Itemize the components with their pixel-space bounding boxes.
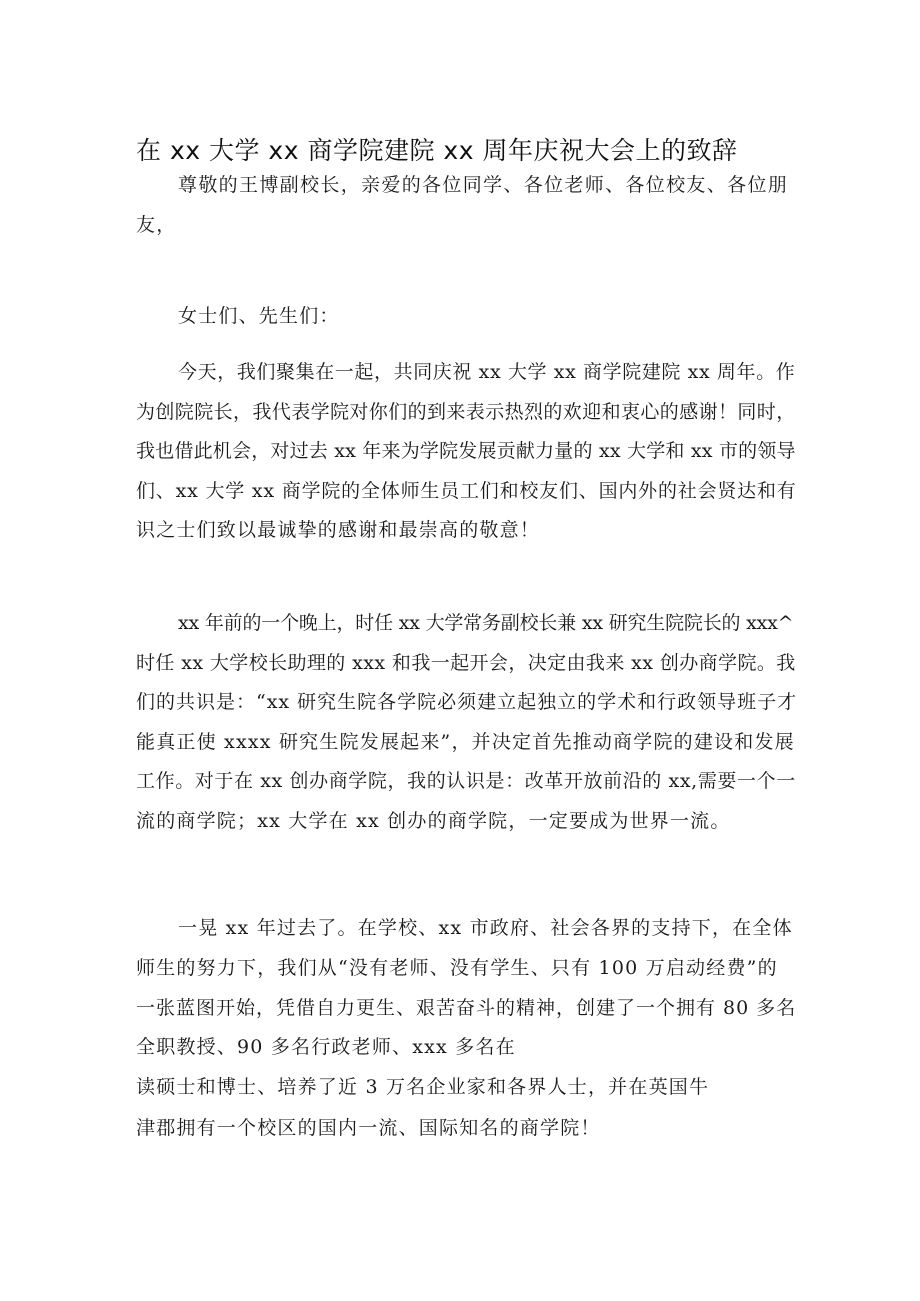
paragraph-line: 师生的努力下，我们从“没有老师、没有学生、只有 100 万启动经费”的 xyxy=(136,957,778,979)
paragraph-line: 能真正使 xxxx 研究生院发展起来”，并决定首先推动商学院的建设和发展 xyxy=(136,730,795,753)
paragraph-line: 为创院院长，我代表学院对你们的到来表示热烈的欢迎和衷心的感谢！同时， xyxy=(136,400,796,423)
paragraph-line: 工作。对于在 xx 创办商学院，我的认识是：改革开放前沿的 xx,需要一个一 xyxy=(136,770,796,792)
paragraph-line: 识之士们致以最诚挚的感谢和最崇高的敬意！ xyxy=(136,519,541,541)
paragraph-line: 津郡拥有一个校区的国内一流、国际知名的商学院！ xyxy=(136,1117,601,1139)
body-paragraph xyxy=(136,604,796,841)
salutation-paragraph xyxy=(136,166,796,245)
paragraph-line: 友， xyxy=(136,213,177,236)
paragraph-line: xx 年前的一个晚上，时任 xx 大学常务副校长兼 xx 研究生院院长的 xxx^ xyxy=(178,612,794,634)
paragraph-line: 一张蓝图开始，凭借自力更生、艰苦奋斗的精神，创建了一个拥有 80 多名 xyxy=(136,997,797,1019)
paragraph-line: 一晃 xx 年过去了。在学校、xx 市政府、社会各界的支持下，在全体 xyxy=(178,917,793,939)
body-paragraph xyxy=(136,908,796,1148)
document-title: 在 xx 大学 xx 商学院建院 xx 周年庆祝大会上的致辞 xyxy=(136,136,738,165)
paragraph-line: 读硕士和博士、培养了近 3 万名企业家和各界人士，并在英国牛 xyxy=(136,1076,710,1098)
paragraph-line: 女士们、先生们： xyxy=(178,305,340,327)
paragraph-line: 今天，我们聚集在一起，共同庆祝 xx 大学 xx 商学院建院 xx 周年。作 xyxy=(178,361,796,383)
greeting-paragraph xyxy=(136,297,796,337)
paragraph-line: 们、xx 大学 xx 商学院的全体师生员工们和校友们、国内外的社会贤达和有 xyxy=(136,479,797,502)
paragraph-line: 全职教授、90 多名行政老师、xxx 多名在 xyxy=(136,1036,516,1058)
paragraph-line: 我也借此机会，对过去 xx 年来为学院发展贡献力量的 xx 大学和 xx 市的领导 xyxy=(136,440,796,462)
paragraph-line: 尊敬的王博副校长，亲爱的各位同学、各位老师、各位校友、各位朋 xyxy=(178,174,788,196)
paragraph-line: 时任 xx 大学校长助理的 xxx 和我一起开会，决定由我来 xx 创办商学院。我 xyxy=(136,651,796,674)
body-paragraph xyxy=(136,353,796,551)
paragraph-line: 们的共识是：“xx 研究生院各学院必须建立起独立的学术和行政领导班子才 xyxy=(136,691,798,713)
paragraph-line: 流的商学院；xx 大学在 xx 创办的商学院，一定要成为世界一流。 xyxy=(136,809,731,832)
